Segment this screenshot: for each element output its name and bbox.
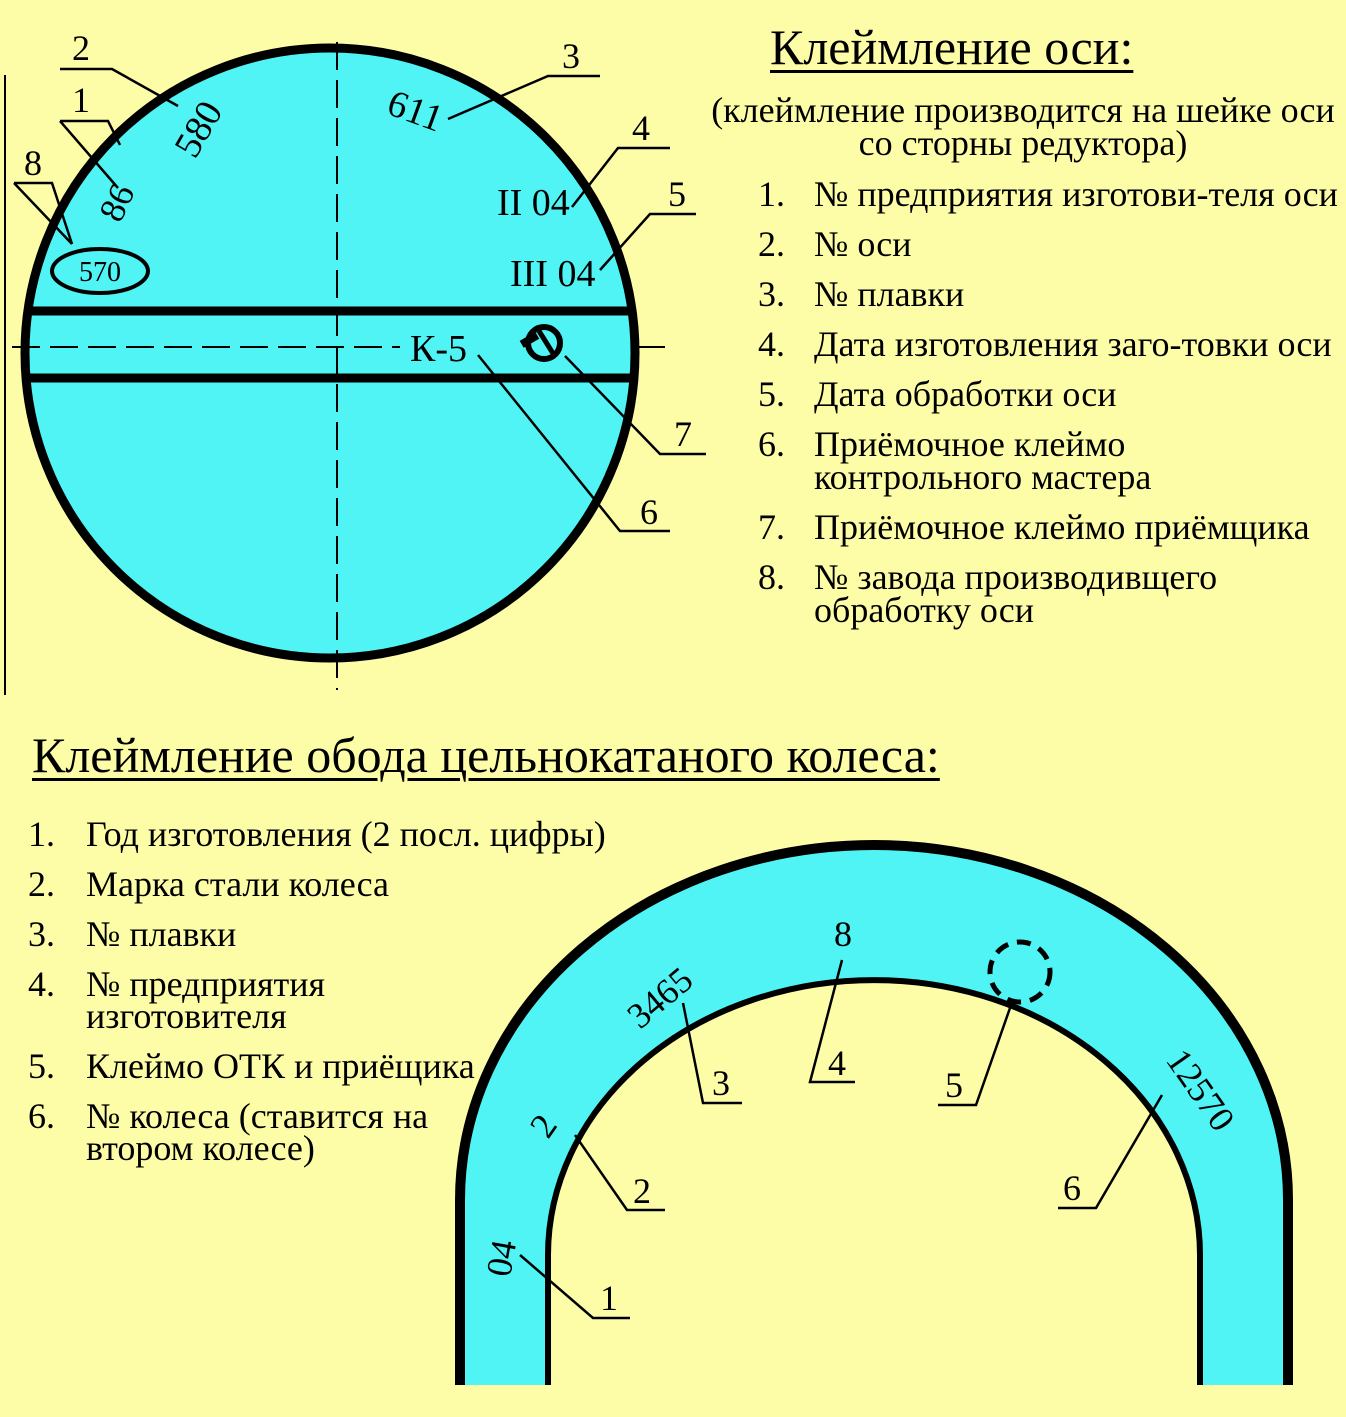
- wheel-legend-item: 6. № колеса (ставится на втором колесе): [28, 1096, 429, 1168]
- axle-legend-item: 2. № оси: [758, 224, 912, 264]
- axle-stamp-580: 580: [166, 94, 232, 165]
- wheel-callout-5: 5: [945, 1065, 963, 1105]
- axle-legend-item: 1. № предприятия изготови-теля оси: [758, 174, 1338, 214]
- axle-callout-2: 2: [72, 28, 90, 68]
- wheel-stamp-04: 04: [478, 1236, 525, 1280]
- axle-callout-8: 8: [24, 143, 42, 183]
- axle-callout-7: 7: [674, 414, 692, 454]
- wheel-legend-item: 1. Год изготовления (2 посл. цифры): [28, 814, 606, 854]
- axle-subtitle: (клеймление производится на шейке оси со сторны редуктора): [711, 90, 1335, 163]
- axle-stamp-iii-04: III 04: [510, 253, 596, 295]
- axle-legend: [758, 174, 1338, 644]
- wheel-legend-item: 2. Марка стали колеса: [28, 864, 390, 904]
- wheel-legend-item: 4. № предприятия изготовителя: [28, 964, 326, 1036]
- axle-callout-6: 6: [640, 492, 658, 532]
- wheel-callout-4: 4: [828, 1043, 846, 1083]
- axle-legend-item: 8. № завода производивщего обработку оси: [758, 557, 1218, 630]
- wheel-callout-6: 6: [1063, 1168, 1081, 1208]
- axle-end-diagram: [0, 28, 706, 690]
- axle-legend-item: 6. Приёмочное клеймо контрольного мастера: [758, 424, 1152, 497]
- axle-callout-1: 1: [72, 80, 90, 120]
- wheel-stamp-8: 8: [834, 914, 852, 954]
- wheel-stamp-2: 2: [521, 1106, 565, 1145]
- wheel-callout-3: 3: [712, 1063, 730, 1103]
- wheel-legend-item: 5. Клеймо ОТК и приёщика: [28, 1046, 475, 1086]
- wheel-legend-item: 3. № плавки: [28, 914, 237, 954]
- axle-section-title: Клеймление оси:: [770, 19, 1134, 75]
- axle-stamp-ii-04: II 04: [497, 182, 570, 224]
- axle-callout-3: 3: [562, 36, 580, 76]
- axle-callout-4: 4: [632, 108, 650, 148]
- wheel-callout-1: 1: [600, 1278, 618, 1318]
- axle-stamp-611: 611: [381, 81, 449, 141]
- wheel-callout-2: 2: [633, 1171, 651, 1211]
- axle-legend-item: 3. № плавки: [758, 274, 965, 314]
- wheel-section-title: Клеймление обода цельнокатаного колеса:: [32, 727, 940, 783]
- axle-stamp-570: 570: [79, 257, 121, 288]
- axle-legend-item: 4. Дата изготовления заго-товки оси: [758, 324, 1332, 364]
- wheel-stamp-3465: 3465: [619, 959, 701, 1037]
- axle-legend-item: 7. Приёмочное клеймо приёмщика: [758, 507, 1310, 547]
- axle-callout-5: 5: [668, 174, 686, 214]
- wheel-legend: [28, 814, 768, 1182]
- axle-stamp-86: 86: [90, 177, 143, 228]
- axle-legend-item: 5. Дата обработки оси: [758, 374, 1117, 414]
- axle-stamp-k5: К-5: [410, 328, 467, 370]
- wheel-stamp-12570: 12570: [1158, 1041, 1243, 1139]
